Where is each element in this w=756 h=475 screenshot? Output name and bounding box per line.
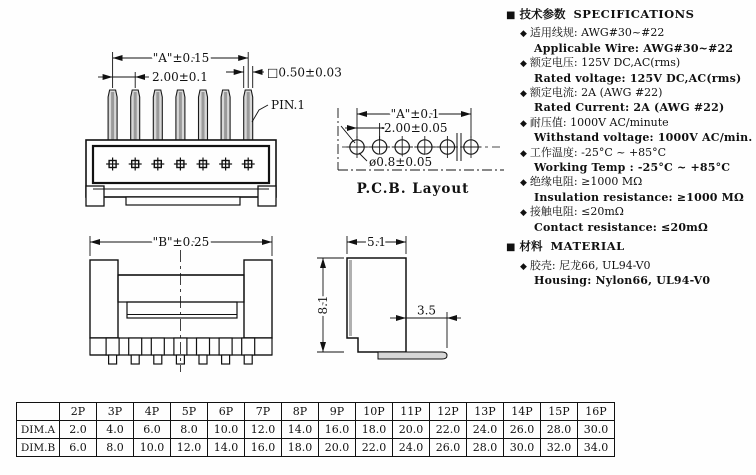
bottom-tongue — [126, 197, 240, 205]
table-cell: 18.0 — [282, 439, 319, 457]
dim-pitch-label: 2.00±0.1 — [152, 70, 208, 84]
bent-pin — [378, 352, 447, 359]
table-cell: 22.0 — [356, 439, 393, 457]
diamond-bullet-icon: ◆ — [520, 118, 527, 129]
spec-line-en: Contact resistance: ≤20mΩ — [534, 220, 709, 234]
column-header: 9P — [319, 403, 356, 421]
row-label: DIM.A — [17, 421, 60, 439]
spec-line-en: Rated Current: 2A (AWG #22) — [534, 101, 725, 115]
dim-width-label: 5.1 — [366, 235, 387, 249]
table-cell: 6.0 — [134, 421, 171, 439]
dim-pin-square — [226, 66, 342, 89]
dim-pin-square-label: □0.50±0.03 — [267, 65, 342, 80]
table-cell: 26.0 — [430, 439, 467, 457]
table-cell: 10.0 — [134, 439, 171, 457]
table-cell: 12.0 — [245, 421, 282, 439]
table-cell: 14.0 — [208, 439, 245, 457]
spec-item — [506, 146, 756, 175]
column-header: 7P — [245, 403, 282, 421]
table-cell: 10.0 — [208, 421, 245, 439]
dim-hole-label: ø0.8±0.05 — [369, 155, 433, 169]
table-cell: 16.0 — [245, 439, 282, 457]
table-cell: 28.0 — [467, 439, 504, 457]
diamond-bullet-icon: ◆ — [520, 59, 527, 70]
diamond-bullet-icon: ◆ — [520, 178, 527, 189]
spec-line-cn: 耐压值: 1000V AC/minute — [529, 115, 669, 129]
side-body-outline — [347, 258, 406, 352]
pcb-layout-drawing — [338, 107, 504, 197]
connector-body-outline — [86, 140, 276, 197]
column-header: 13P — [467, 403, 504, 421]
spec-line-cn: 额定电流: 2A (AWG #22) — [529, 86, 663, 100]
table-cell: 34.0 — [578, 439, 615, 457]
spec-line-cn: 胶壳: 尼龙66, UL94-V0 — [529, 258, 651, 272]
dim-b — [90, 235, 272, 256]
spec-line-en: Rated voltage: 125V DC,AC(rms) — [534, 71, 742, 85]
table-cell: 20.0 — [319, 439, 356, 457]
dim-pin-length-label: 3.5 — [416, 303, 437, 318]
column-header: 8P — [282, 403, 319, 421]
material-title-en: MATERIAL — [550, 239, 625, 254]
spec-item — [506, 259, 756, 288]
spec-title-cn: 技术参数 — [519, 7, 566, 21]
connector-pins — [108, 90, 253, 142]
dim-height-label: 8.1 — [316, 295, 330, 315]
diamond-bullet-icon: ◆ — [520, 261, 527, 272]
column-header: 11P — [393, 403, 430, 421]
cavity-outline — [118, 275, 244, 302]
table-cell: 14.0 — [282, 421, 319, 439]
table-header-row — [17, 403, 615, 421]
column-header: 2P — [60, 403, 97, 421]
spec-item — [506, 116, 756, 145]
dim-b-label: "B"±0.25 — [152, 235, 210, 249]
table-cell: 30.0 — [578, 421, 615, 439]
dim-height-8-1 — [316, 258, 344, 352]
table-cell: 16.0 — [319, 421, 356, 439]
table-cell: 6.0 — [60, 439, 97, 457]
side-view-drawing — [316, 235, 461, 359]
table-cell: 32.0 — [541, 439, 578, 457]
column-header: 16P — [578, 403, 615, 421]
dim-width-5-1 — [347, 235, 406, 254]
pin1-callout — [252, 98, 305, 122]
spec-line-cn: 适用线规: AWG#30~#22 — [529, 26, 665, 40]
material-title-cn: 材料 — [519, 239, 543, 254]
diamond-bullet-icon: ◆ — [520, 89, 527, 100]
table-row — [17, 439, 615, 457]
specifications-title — [506, 8, 756, 22]
cavity-inner — [127, 302, 237, 318]
table-cell: 30.0 — [504, 439, 541, 457]
table-cell: 26.0 — [504, 421, 541, 439]
spec-item-list — [506, 26, 756, 234]
dim-pitch-top — [98, 70, 208, 88]
column-header: 14P — [504, 403, 541, 421]
spec-item — [506, 205, 756, 234]
dim-pitch-pcb-label: 2.00±0.05 — [384, 121, 448, 135]
column-header: 5P — [171, 403, 208, 421]
table-cell: 22.0 — [430, 421, 467, 439]
square-bullet-icon: ■ — [506, 242, 516, 254]
dim-pitch-pcb — [345, 121, 448, 140]
table-cell: 18.0 — [356, 421, 393, 439]
table-cell: 12.0 — [171, 439, 208, 457]
tower-left — [90, 260, 118, 338]
square-bullet-icon: ■ — [506, 10, 516, 21]
spec-line-en: Applicable Wire: AWG#30~#22 — [534, 41, 734, 55]
pcb-layout-caption: P.C.B. Layout — [356, 181, 470, 197]
table-cell: 8.0 — [171, 421, 208, 439]
pin1-pointer — [341, 126, 355, 143]
table-cell: 28.0 — [541, 421, 578, 439]
spec-line-en: Working Temp : -25°C ~ +85°C — [534, 161, 731, 175]
row-label: DIM.B — [17, 439, 60, 457]
diamond-bullet-icon: ◆ — [520, 208, 527, 219]
spec-line-en: Withstand voltage: 1000V AC/min. — [534, 131, 753, 145]
dim-a-label: "A"±0.15 — [152, 51, 210, 65]
pin1-label: PIN.1 — [271, 98, 305, 112]
specifications-panel — [506, 6, 756, 288]
column-header: 6P — [208, 403, 245, 421]
column-header: 3P — [97, 403, 134, 421]
column-header: 15P — [541, 403, 578, 421]
spec-line-cn: 额定电压: 125V DC,AC(rms) — [529, 56, 681, 70]
spec-item — [506, 86, 756, 115]
table-corner-cell — [17, 403, 60, 421]
top-view-drawing — [86, 51, 342, 206]
table-cell: 24.0 — [393, 439, 430, 457]
column-header: 4P — [134, 403, 171, 421]
material-item-list — [506, 259, 756, 288]
spec-line-cn: 绝缘电阻: ≥1000 MΩ — [529, 175, 643, 189]
material-title — [506, 240, 756, 254]
spec-line-cn: 工作温度: -25°C ~ +85°C — [529, 145, 667, 159]
spec-item — [506, 56, 756, 85]
spec-line-en: Housing: Nylon66, UL94-V0 — [534, 273, 711, 287]
diamond-bullet-icon: ◆ — [520, 148, 527, 159]
table-cell: 24.0 — [467, 421, 504, 439]
table-cell: 8.0 — [97, 439, 134, 457]
dim-a-pcb-label: "A"±0.1 — [390, 107, 440, 121]
column-header: 10P — [356, 403, 393, 421]
table-cell: 20.0 — [393, 421, 430, 439]
spec-item — [506, 26, 756, 55]
table-cell: 2.0 — [60, 421, 97, 439]
table-cell: 4.0 — [97, 421, 134, 439]
diamond-bullet-icon: ◆ — [520, 29, 527, 40]
spec-line-cn: 接触电阻: ≤20mΩ — [529, 205, 624, 219]
spec-item — [506, 175, 756, 204]
table-row — [17, 421, 615, 439]
spec-title-en: SPECIFICATIONS — [573, 7, 695, 21]
tower-right — [244, 260, 272, 338]
column-header: 12P — [430, 403, 467, 421]
spec-line-en: Insulation resistance: ≥1000 MΩ — [534, 190, 745, 204]
dim-hole — [359, 153, 432, 169]
dimension-table — [16, 402, 615, 457]
front-view-drawing — [90, 235, 272, 372]
